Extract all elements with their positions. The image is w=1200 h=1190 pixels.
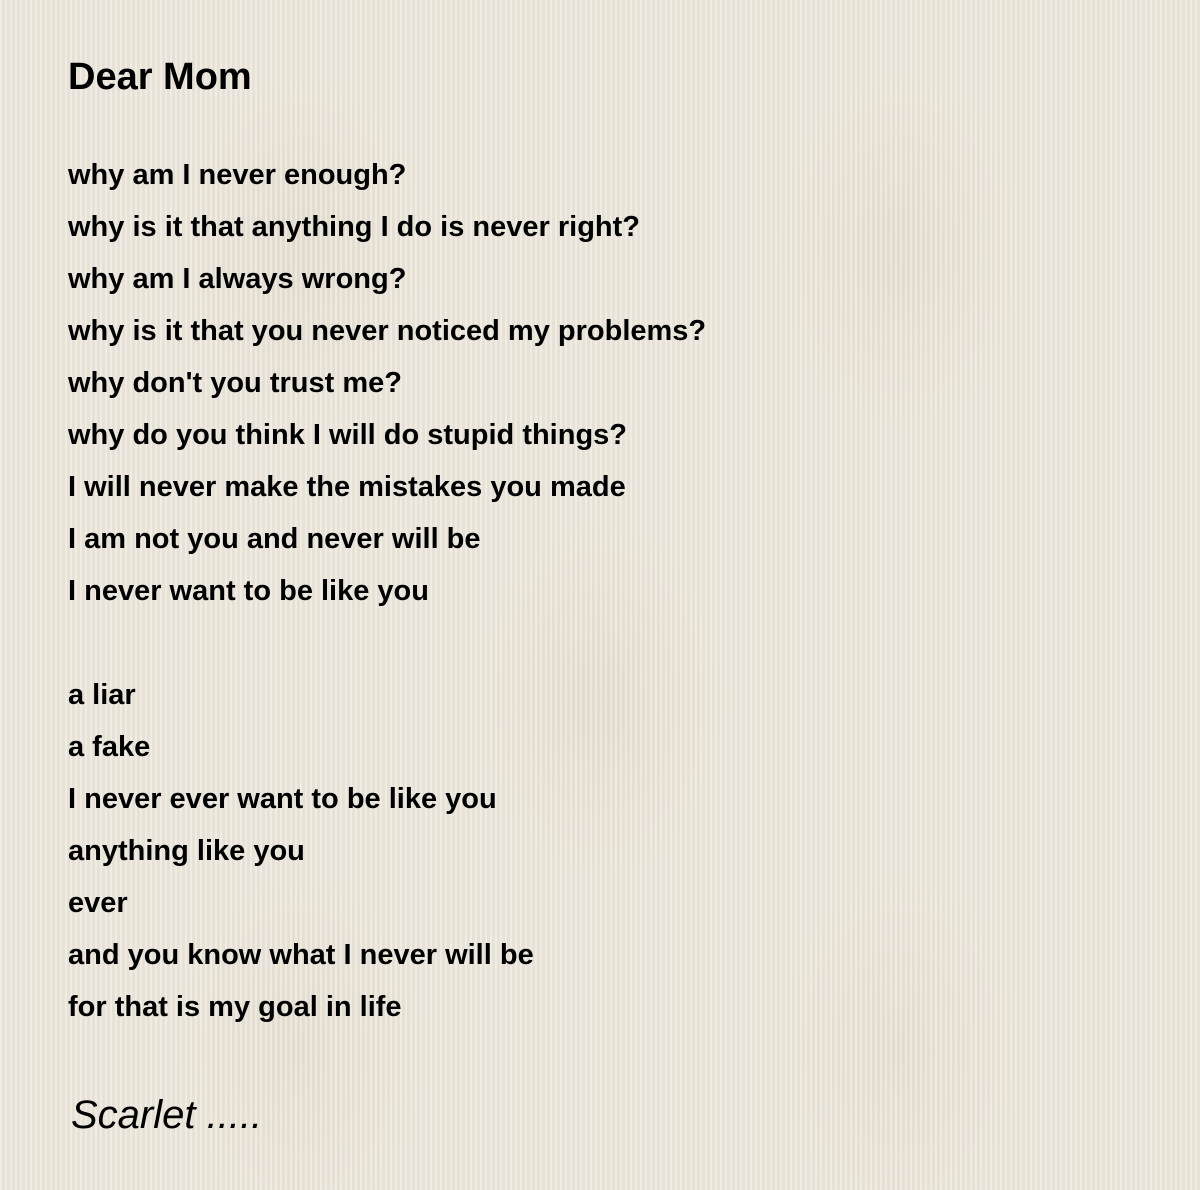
poem-line: a liar <box>68 679 136 711</box>
poem-line: I will never make the mistakes you made <box>68 471 626 503</box>
poem-line: I am not you and never will be <box>68 523 481 555</box>
poem-line: anything like you <box>68 835 305 867</box>
poem-line: for that is my goal in life <box>68 991 402 1023</box>
poem-line: and you know what I never will be <box>68 939 534 971</box>
poem-line: why am I never enough? <box>68 159 407 191</box>
stanza-break <box>68 617 706 669</box>
poem-line: I never ever want to be like you <box>68 783 497 815</box>
poem-title: Dear Mom <box>68 56 252 98</box>
poem-line: why do you think I will do stupid things? <box>68 419 628 451</box>
poem-line: why am I always wrong? <box>68 263 407 295</box>
poem-body <box>68 149 706 1033</box>
poem-line: why don't you trust me? <box>68 367 402 399</box>
poem-line: I never want to be like you <box>68 575 429 607</box>
poem-line: why is it that you never noticed my problems? <box>68 315 707 347</box>
poem-line: a fake <box>68 731 151 763</box>
poem-author: Scarlet ..... <box>71 1093 263 1137</box>
poem-line: ever <box>68 887 128 919</box>
poem-line: why is it that anything I do is never right? <box>68 211 640 243</box>
